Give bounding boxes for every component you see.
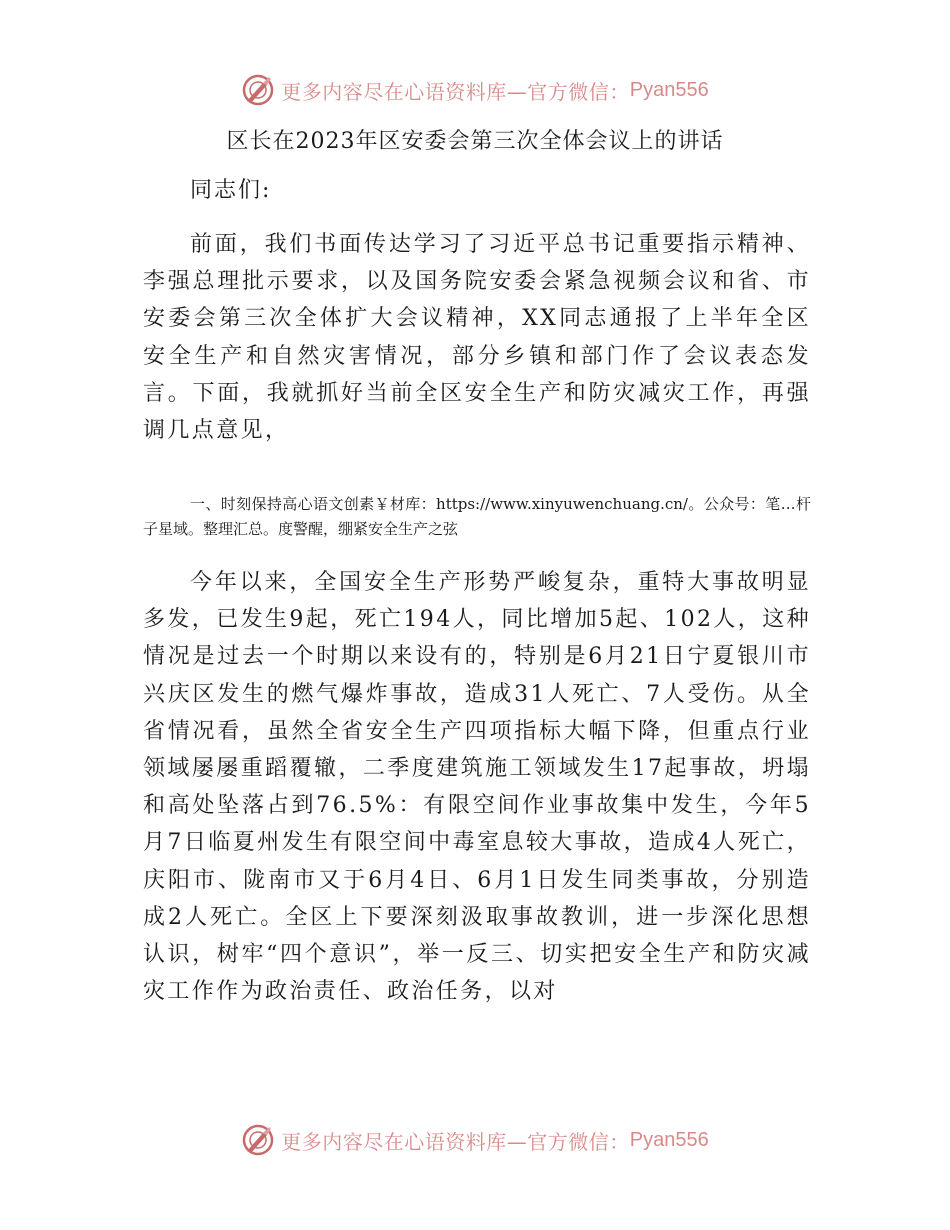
header-watermark-banner — [0, 70, 950, 110]
document-title: 区长在2023年区安委会第三次全体会议上的讲话 — [226, 129, 724, 154]
footer-watermark-banner — [0, 1120, 950, 1160]
quill-seal-icon — [241, 73, 275, 107]
section-heading: 一、时刻保持高心语文创素￥材库：https://www.xinyuwenchuang.cn/。公众号：笔…杆子星域。整理汇总。度警醒，绷紧安全生产之弦 — [143, 495, 811, 538]
quill-seal-icon — [241, 1123, 275, 1157]
banner-wechat-handle: Pyan556 — [629, 78, 709, 101]
banner-wechat-handle: Pyan556 — [629, 1128, 709, 1151]
banner-text: 更多内容尽在心语资料库—官方微信： — [281, 1129, 630, 1154]
body-paragraph-2: 今年以来，全国安全生产形势严峻复杂，重特大事故明显多发，已发生9起，死亡194人，同比增加5起、102人，这种情况是过去一个时期以来设有的，特别是6月21日宁夏银川市兴庆区发生的燃气爆炸事故，造成31人死亡、7人受伤。从全省情况看，虽然全省安全生产四项指标大幅下降，但重点行业领域屡屡重蹈覆辙，二季度建筑施工领域发生17起事故，坍塌和高处坠落占到76.5%：有限空间作业事故集中发生，今年5月7日临夏州发生有限空间中毒室息较大事故，造成4人死亡，庆阳市、陇南市又于6月4日、6月1日发生同类事故，分别造成2人死亡。全区上下要深刻汲取事故教训，进一步深化思想认识，树牢“四个意识”，举一反三、切实把安全生产和防灾减灾工作作为政治责任、政治任务，以对 — [143, 570, 811, 1005]
salutation: 同志们: — [190, 178, 272, 203]
body-paragraph-1: 前面，我们书面传达学习了习近平总书记重要指示精神、李强总理批示要求，以及国务院安委会紧急视频会议和省、市安委会第三次全体扩大会议精神，XX同志通报了上半年全区安全生产和自然灾害情况，部分乡镇和部门作了会议表态发言。下面，我就抓好当前全区安全生产和防灾减灾工作，再强调几点意见， — [143, 232, 811, 444]
banner-text: 更多内容尽在心语资料库—官方微信： — [281, 79, 630, 104]
